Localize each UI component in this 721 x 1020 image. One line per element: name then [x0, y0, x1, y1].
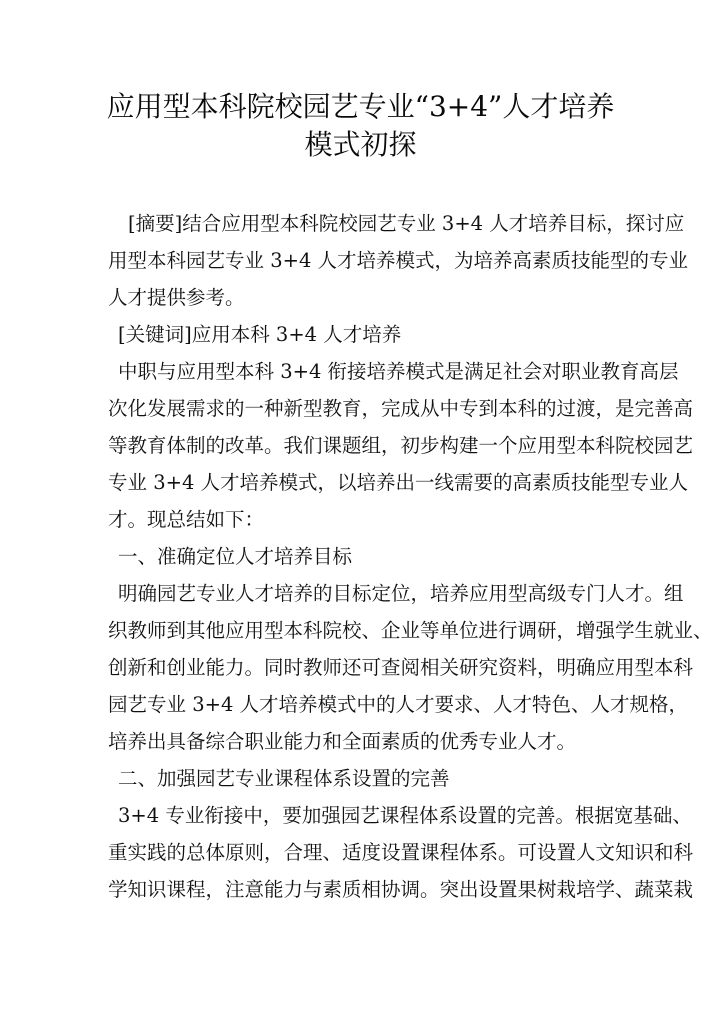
- text-line: 明确园艺专业人才培养的目标定位，培养应用型高级专门人才。组: [118, 582, 684, 605]
- text-line: 等教育体制的改革。我们课题组，初步构建一个应用型本科院校园艺: [108, 434, 694, 457]
- title-line-2: 模式初探: [304, 128, 417, 161]
- text-line: [摘要]结合应用型本科院校园艺专业 3+4 人才培养目标，探讨应: [128, 212, 685, 235]
- text-line: 才。现总结如下：: [108, 508, 265, 531]
- text-line: 3+4 专业衔接中，要加强园艺课程体系设置的完善。根据宽基础、: [118, 804, 692, 827]
- text-line: 织教师到其他应用型本科院校、企业等单位进行调研，增强学生就业、: [108, 619, 713, 642]
- text-line: 中职与应用型本科 3+4 衔接培养模式是满足社会对职业教育高层: [118, 360, 679, 383]
- section-2-paragraph: [108, 797, 694, 908]
- text-line: 用型本科园艺专业 3+4 人才培养模式，为培养高素质技能型的专业: [108, 249, 689, 272]
- document-body: [108, 205, 713, 908]
- heading-text: 二、加强园艺专业课程体系设置的完善: [118, 767, 450, 790]
- document-title: [0, 88, 721, 164]
- text-line: 人才提供参考。: [108, 286, 245, 309]
- text-line: [关键词]应用本科 3+4 人才培养: [118, 323, 402, 346]
- heading-text: 一、准确定位人才培养目标: [118, 545, 353, 568]
- text-line: 专业 3+4 人才培养模式，以培养出一线需要的高素质技能型专业人: [108, 471, 689, 494]
- keywords-paragraph: [108, 316, 614, 353]
- section-1-paragraph: [108, 575, 713, 760]
- text-line: 园艺专业 3+4 人才培养模式中的人才要求、人才特色、人才规格，: [108, 693, 689, 716]
- text-line: 培养出具备综合职业能力和全面素质的优秀专业人才。: [108, 730, 577, 753]
- text-line: 重实践的总体原则，合理、适度设置课程体系。可设置人文知识和科: [108, 841, 694, 864]
- text-line: 创新和创业能力。同时教师还可查阅相关研究资料，明确应用型本科: [108, 656, 694, 679]
- section-heading-2: [108, 760, 614, 797]
- text-line: 次化发展需求的一种新型教育，完成从中专到本科的过渡，是完善高: [108, 397, 694, 420]
- title-line-1: 应用型本科院校园艺专业“3+4”人才培养: [106, 90, 615, 123]
- text-line: 学知识课程，注意能力与素质相协调。突出设置果树栽培学、蔬菜栽: [108, 878, 694, 901]
- section-heading-1: [108, 538, 614, 575]
- abstract-paragraph: [108, 205, 689, 316]
- intro-paragraph: [108, 353, 694, 538]
